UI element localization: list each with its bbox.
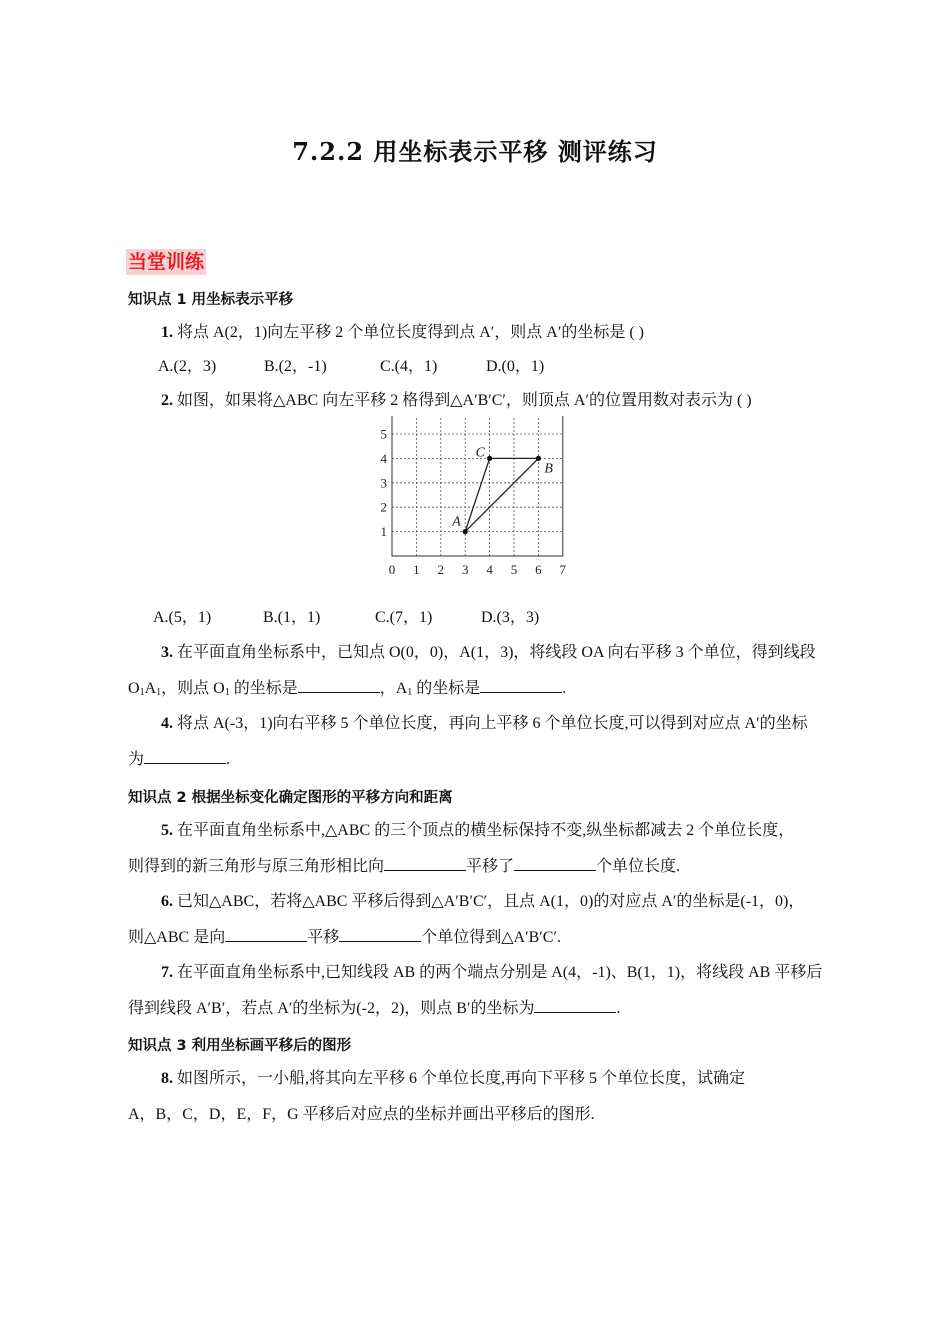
question-text: 在平面直角坐标系中,已知线段 AB 的两个端点分别是 A(4，-1)、B(1，1)，将线段 AB 平移后 [177, 964, 823, 981]
option-b: B.(2，-1) [264, 358, 327, 375]
text-segment: 的坐标是 [229, 680, 298, 697]
knowledge-point-3: 知识点 3 利用坐标画平移后的图形 [128, 1038, 352, 1054]
question-4-line-2 [128, 749, 826, 771]
question-number: 6. [161, 893, 173, 910]
question-number: 8. [161, 1070, 173, 1087]
subscript: 1 [156, 687, 162, 698]
y-tick-label: 5 [380, 426, 387, 442]
section-heading: 当堂训练 [128, 251, 205, 273]
x-tick-label: 1 [413, 562, 420, 577]
text-segment: 平移了 [466, 858, 515, 875]
question-text: 如图，如果将△ABC 向左平移 2 格得到△A′B′C′，则顶点 A′的位置用数对表示为 ( ) [177, 392, 752, 409]
text-segment: 得到线段 A′B′，若点 A′的坐标为(-2，2)，则点 B′的坐标为 [128, 1000, 535, 1017]
answer-blank[interactable] [534, 998, 616, 1013]
point-b [536, 456, 541, 461]
question-2 [161, 390, 859, 412]
question-3-line-2 [128, 678, 826, 704]
point-label-c: C [475, 445, 485, 461]
question-7-line-2 [128, 998, 826, 1020]
x-tick-label: 6 [535, 562, 542, 577]
text-segment: 个单位长度. [596, 858, 681, 875]
text-segment: . [226, 751, 231, 768]
x-tick-label: 0 [388, 562, 396, 577]
question-1 [161, 322, 859, 344]
question-text: 将点 A(2，1)向左平移 2 个单位长度得到点 A′，则点 A′的坐标是 ( ) [177, 324, 644, 341]
option-c: C.(4，1) [380, 358, 438, 375]
option-d: D.(0，1) [486, 358, 545, 375]
text-segment: 个单位得到△A′B′C′. [421, 929, 561, 946]
answer-blank[interactable] [480, 678, 562, 693]
text-segment: 为 [128, 751, 145, 768]
q1-options [158, 356, 856, 378]
answer-blank[interactable] [144, 749, 226, 764]
y-tick-label: 2 [380, 499, 387, 515]
point-c [487, 456, 492, 461]
question-8-line-2: A，B，C，D，E，F，G 平移后对应点的坐标并画出平移后的图形. [128, 1106, 595, 1123]
triangle-abc [465, 458, 538, 531]
option-b: B.(1，1) [263, 609, 321, 626]
question-text: 将点 A(-3，1)向右平移 5 个单位长度，再向上平移 6 个单位长度,可以得到对应点 A′的坐标 [177, 715, 808, 732]
q2-options [153, 607, 851, 629]
knowledge-point-2: 知识点 2 根据坐标变化确定图形的平移方向和距离 [128, 790, 453, 806]
answer-blank[interactable] [225, 927, 307, 942]
question-text: 在平面直角坐标系中，已知点 O(0，0)，A(1，3)，将线段 OA 向右平移 3 个单位，得到线段 [177, 644, 816, 661]
option-c: C.(7，1) [375, 609, 433, 626]
point-label-b: B [544, 461, 553, 477]
question-4 [161, 713, 826, 735]
question-7 [161, 962, 826, 984]
question-number: 4. [161, 715, 173, 732]
answer-blank[interactable] [339, 927, 421, 942]
x-tick-label: 5 [510, 562, 518, 577]
point-a [463, 529, 468, 534]
text-segment: ，A [379, 680, 408, 697]
subscript: 1 [224, 687, 230, 698]
answer-blank[interactable] [514, 856, 596, 871]
answer-blank[interactable] [384, 856, 466, 871]
coordinate-grid-figure [375, 416, 575, 580]
x-tick-label: 3 [461, 562, 469, 577]
question-text: 已知△ABC，若将△ABC 平移后得到△A′B′C′，且点 A(1，0)的对应点 A′的坐标是(-1，0)， [177, 893, 805, 910]
text-segment: 则得到的新三角形与原三角形相比向 [128, 858, 385, 875]
text-segment: 平移 [307, 929, 340, 946]
question-number: 2. [161, 392, 173, 409]
x-tick-label: 4 [486, 562, 493, 577]
text-segment: . [616, 1000, 621, 1017]
question-number: 3. [161, 644, 173, 661]
y-tick-label: 1 [380, 524, 387, 540]
question-text: 如图所示，一小船,将其向左平移 6 个单位长度,再向下平移 5 个单位长度，试确定 [177, 1070, 746, 1087]
question-5 [161, 820, 826, 842]
text-segment: . [562, 680, 567, 697]
question-8 [161, 1068, 826, 1090]
x-tick-label: 7 [559, 562, 567, 577]
subscript: 1 [407, 687, 413, 698]
question-6-line-2 [128, 927, 826, 949]
page-title: 7.2.2 用坐标表示平移 测评练习 [292, 137, 658, 166]
grid-frame [392, 416, 563, 556]
option-a: A.(2，3) [158, 358, 217, 375]
question-number: 7. [161, 964, 173, 981]
y-tick-label: 3 [380, 475, 387, 491]
question-5-line-2 [128, 856, 826, 878]
knowledge-point-1: 知识点 1 用坐标表示平移 [128, 292, 294, 308]
y-tick-label: 4 [380, 450, 387, 466]
point-label-a: A [452, 514, 461, 530]
option-a: A.(5，1) [153, 609, 212, 626]
x-tick-label: 2 [437, 562, 445, 577]
text-segment: O [128, 680, 140, 697]
question-6 [161, 891, 826, 913]
question-3 [161, 642, 826, 664]
y-tick-label [381, 416, 388, 417]
text-segment: 的坐标是 [412, 680, 481, 697]
question-text: 在平面直角坐标系中,△ABC 的三个顶点的横坐标保持不变,纵坐标都减去 2 个单位长度， [177, 822, 795, 839]
question-number: 5. [161, 822, 173, 839]
answer-blank[interactable] [298, 678, 380, 693]
text-segment: A [144, 680, 157, 697]
question-number: 1. [161, 324, 173, 341]
text-segment: ，则点 O [161, 680, 225, 697]
option-d: D.(3，3) [481, 609, 540, 626]
subscript: 1 [139, 687, 145, 698]
text-segment: 则△ABC 是向 [128, 929, 226, 946]
